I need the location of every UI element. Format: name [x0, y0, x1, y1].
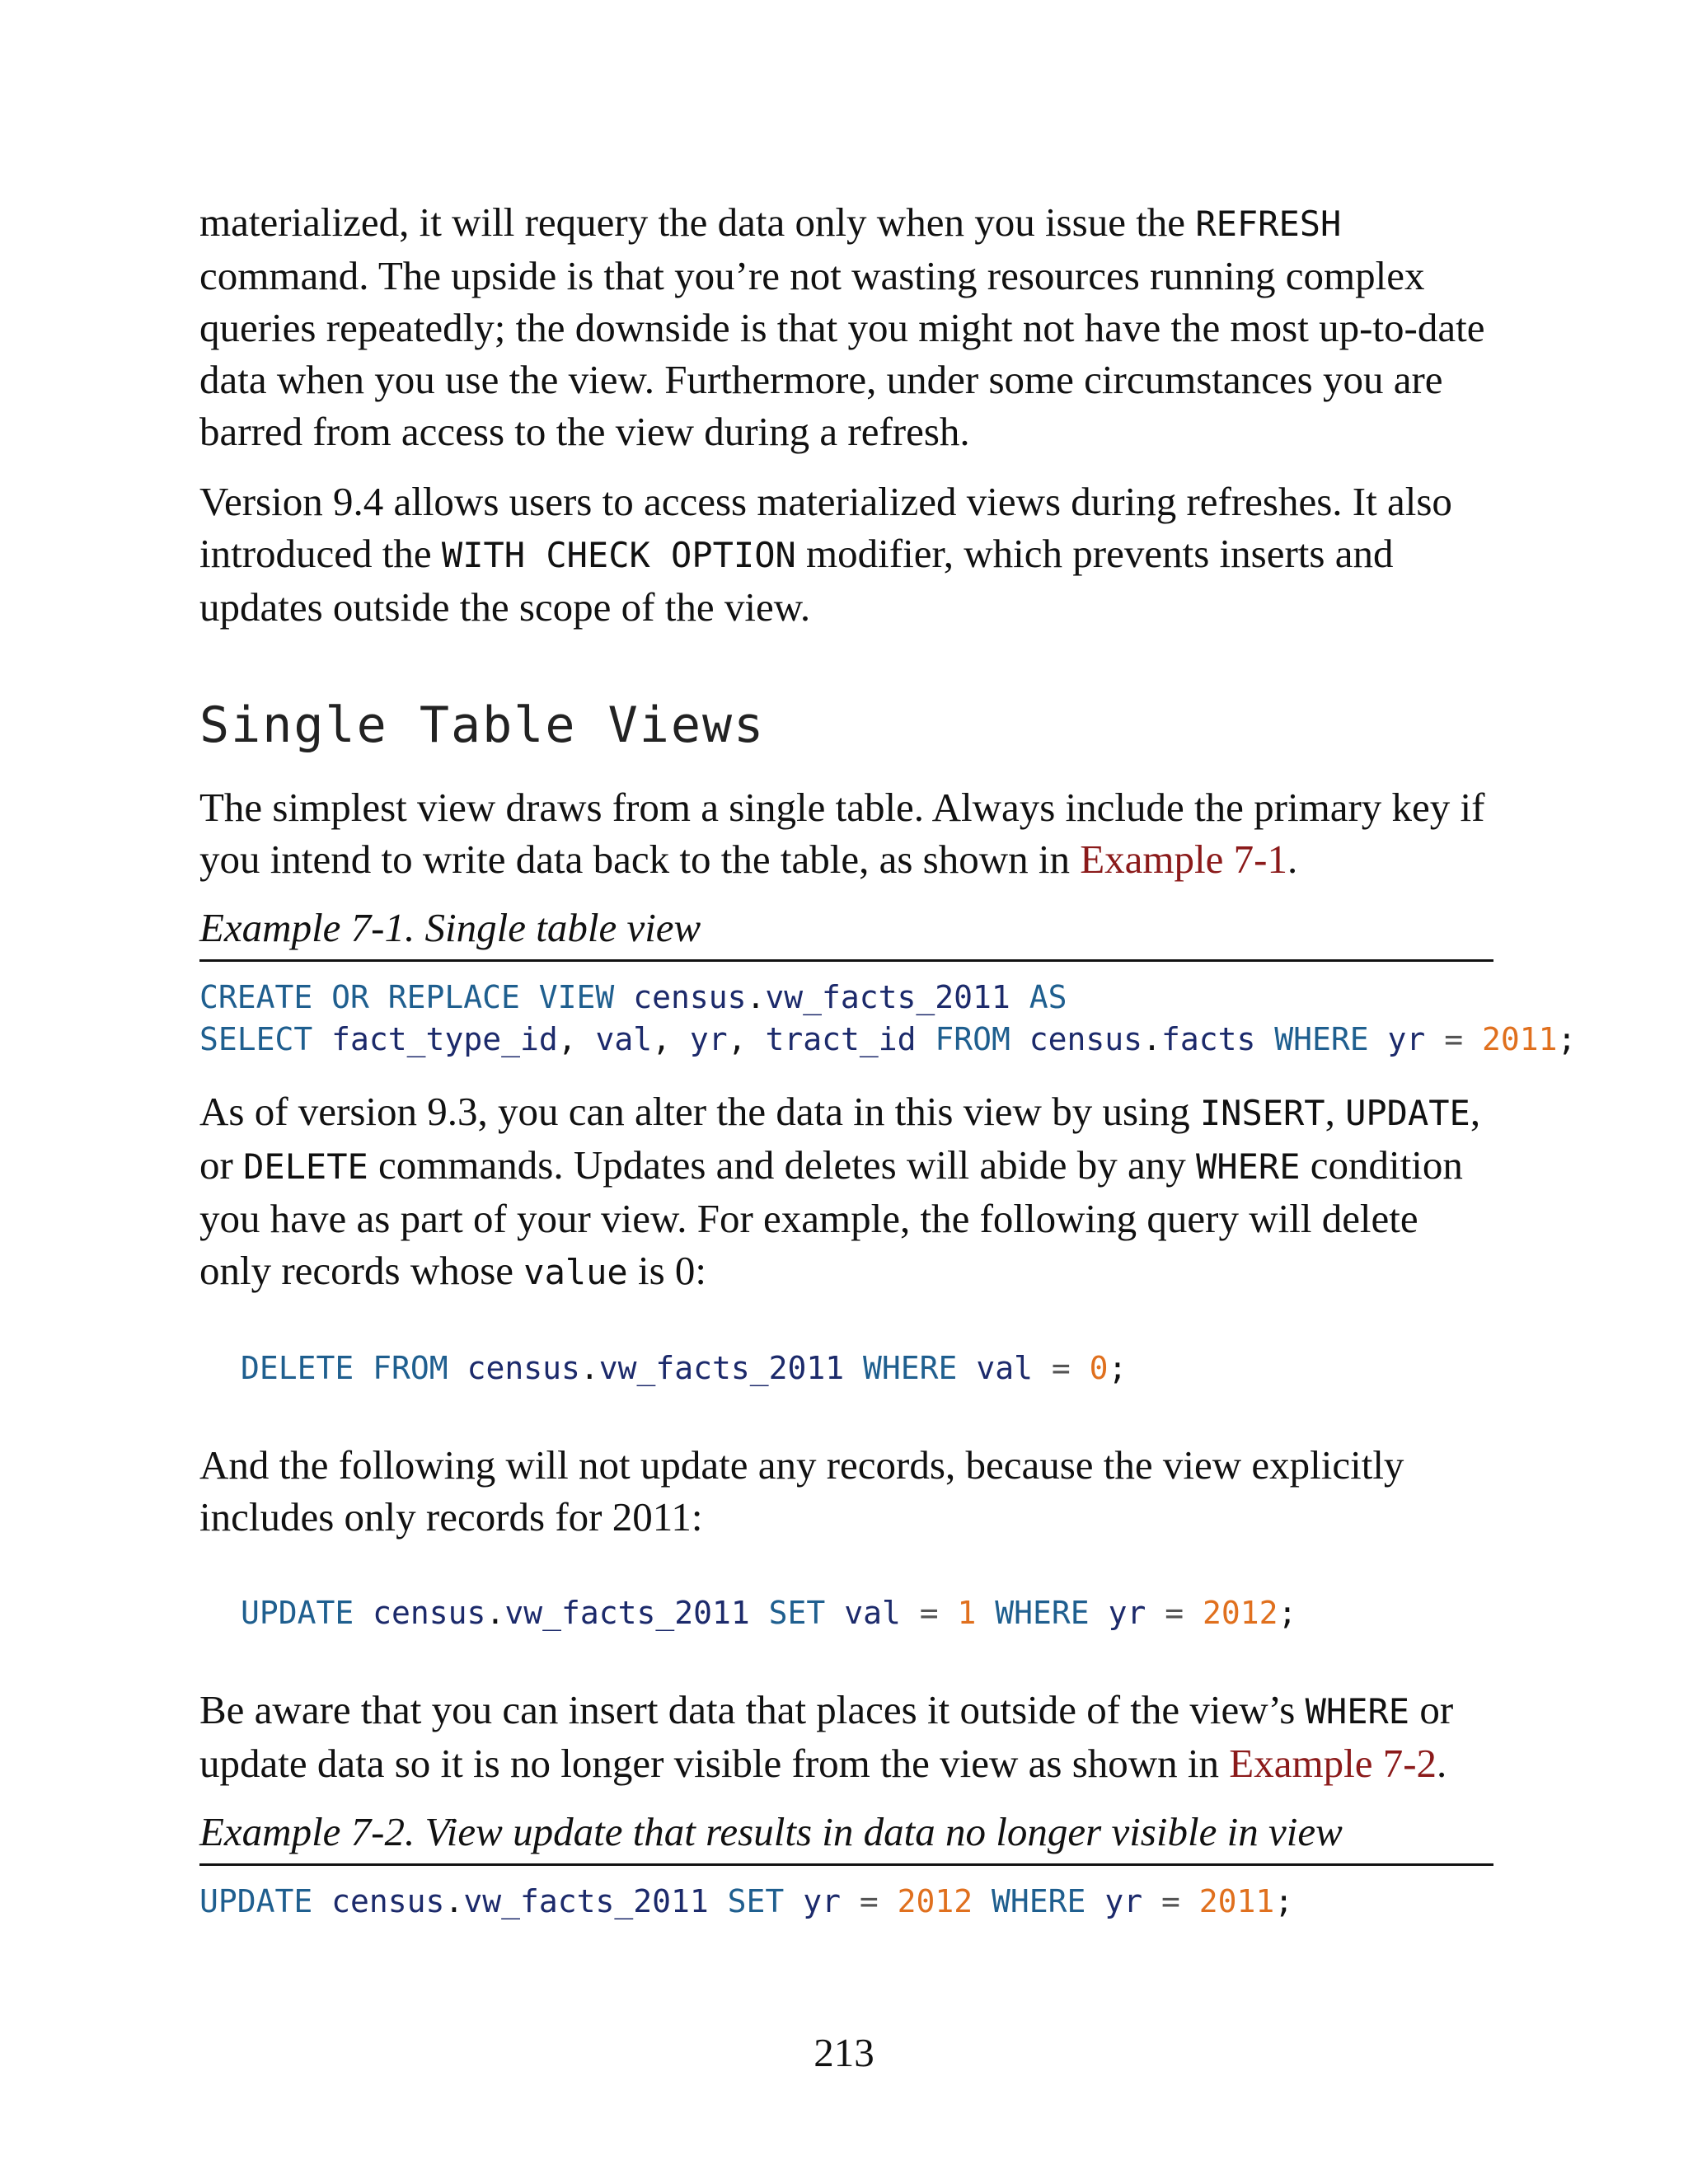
code-keyword: UPDATE [241, 1595, 354, 1631]
code-punct: , [727, 1021, 747, 1057]
text: materialized, it will requery the data only when you issue the [199, 199, 1196, 245]
inline-code-update: UPDATE [1345, 1093, 1470, 1133]
code-punct: . [579, 1350, 599, 1386]
link-example-7-2[interactable]: Example 7-2 [1229, 1741, 1437, 1786]
page-content [199, 196, 1577, 1947]
code-identifier: census [467, 1350, 580, 1386]
code-punct: . [485, 1595, 505, 1631]
code-punct: . [746, 979, 766, 1015]
text: , or [199, 1089, 1481, 1188]
code-number: 0 [1089, 1350, 1109, 1386]
code-identifier: facts [1160, 1021, 1256, 1057]
inline-code-insert: INSERT [1199, 1093, 1325, 1133]
code-keyword: WHERE [1274, 1021, 1369, 1057]
code-number: 2011 [1198, 1883, 1275, 1919]
code-punct: ; [1278, 1595, 1297, 1631]
inline-code-value: value [523, 1252, 628, 1292]
inline-code-where: WHERE [1196, 1146, 1301, 1187]
inline-code-with-check-option: WITH CHECK OPTION [441, 535, 796, 575]
code-punct: . [1142, 1021, 1161, 1057]
text: modifier, which prevents inserts and updates outside the scope of the view. [199, 531, 1394, 630]
code-punct: , [557, 1021, 577, 1057]
example-7-1-code [199, 977, 1577, 1061]
code-operator: = [1051, 1350, 1071, 1386]
inline-code-delete: DELETE [243, 1146, 368, 1187]
code-keyword: CREATE OR REPLACE VIEW [199, 979, 615, 1015]
code-keyword: SET [727, 1883, 785, 1919]
code-operator: = [919, 1595, 939, 1631]
paragraph-be-aware [199, 1684, 1493, 1789]
code-identifier: val [844, 1595, 901, 1631]
code-punct: ; [1557, 1021, 1577, 1057]
code-keyword: SET [768, 1595, 826, 1631]
text: Be aware that you can insert data that places it outside of the view’s [199, 1687, 1306, 1732]
code-punct: ; [1274, 1883, 1294, 1919]
section-title: Single Table Views [199, 696, 766, 754]
code-identifier: yr [689, 1021, 728, 1057]
code-operator: = [1160, 1883, 1180, 1919]
code-keyword: WHERE [992, 1883, 1086, 1919]
code-operator: = [859, 1883, 879, 1919]
delete-snippet-code [199, 1347, 1493, 1390]
code-keyword: FROM [935, 1021, 1010, 1057]
link-example-7-1[interactable]: Example 7-1 [1080, 837, 1287, 882]
code-identifier: census [331, 1883, 445, 1919]
example-7-2-code [199, 1881, 1493, 1923]
code-keyword: UPDATE [199, 1883, 313, 1919]
paragraph-no-update [199, 1439, 1493, 1543]
code-identifier: tract_id [765, 1021, 917, 1057]
code-identifier: census [373, 1595, 486, 1631]
code-identifier: census [1029, 1021, 1143, 1057]
code-punct: , [652, 1021, 672, 1057]
text: condition you have as part of your view. For example, the following query will delete only records whose [199, 1142, 1463, 1293]
text: Version 9.4 allows users to access materialized views during refreshes. It also introduced the [199, 479, 1452, 576]
code-identifier: vw_facts_2011 [765, 979, 1010, 1015]
code-operator: = [1165, 1595, 1184, 1631]
code-keyword: DELETE FROM [241, 1350, 448, 1386]
code-number: 2012 [1203, 1595, 1278, 1631]
text: And the following will not update any records, because the view explicitly includes only records for 2011: [199, 1442, 1404, 1540]
code-operator: = [1444, 1021, 1464, 1057]
code-keyword: SELECT [199, 1021, 313, 1057]
code-identifier: yr [1104, 1883, 1143, 1919]
text: . [1287, 837, 1298, 882]
paragraph-version-93 [199, 1085, 1493, 1298]
code-identifier: val [976, 1350, 1033, 1386]
update-snippet-code [199, 1592, 1493, 1634]
paragraph-refresh [199, 196, 1493, 457]
example-7-2-caption: Example 7-2. View update that results in data no longer visible in view [199, 1807, 1493, 1866]
text: As of version 9.3, you can alter the data in this view by using [199, 1089, 1200, 1134]
text: or update data so it is no longer visible from the view as shown in [199, 1687, 1454, 1786]
code-keyword: AS [1029, 979, 1067, 1015]
code-identifier: vw_facts_2011 [463, 1883, 709, 1919]
code-identifier: fact_type_id [331, 1021, 558, 1057]
code-number: 2011 [1481, 1021, 1558, 1057]
text: The simplest view draws from a single table. Always include the primary key if you intend to write data back to the table, as shown in [199, 785, 1485, 882]
code-number: 2012 [897, 1883, 973, 1919]
text: is 0: [627, 1248, 707, 1293]
text: command. The upside is that you’re not wasting resources running complex queries repeatedly; the downside is that you might not have the most up-to-date data when you use the view. Furthermore, under some circumstances you are barred from access to the view during a refresh. [199, 253, 1485, 454]
code-identifier: census [633, 979, 747, 1015]
code-identifier: vw_facts_2011 [504, 1595, 750, 1631]
example-7-1-caption: Example 7-1. Single table view [199, 903, 1493, 962]
text: commands. Updates and deletes will abide by any [368, 1142, 1197, 1188]
code-identifier: yr [1108, 1595, 1146, 1631]
code-punct: . [444, 1883, 464, 1919]
code-identifier: yr [803, 1883, 841, 1919]
paragraph-version-94 [199, 476, 1493, 633]
code-keyword: WHERE [995, 1595, 1090, 1631]
text: , [1325, 1089, 1346, 1134]
code-identifier: yr [1387, 1021, 1426, 1057]
text: . [1437, 1741, 1447, 1786]
paragraph-simplest-view [199, 781, 1493, 885]
code-number: 1 [957, 1595, 977, 1631]
code-identifier: vw_facts_2011 [598, 1350, 845, 1386]
inline-code-where: WHERE [1305, 1691, 1410, 1732]
page-number: 213 [814, 2030, 874, 2075]
code-identifier: val [595, 1021, 653, 1057]
inline-code-refresh: REFRESH [1195, 204, 1342, 244]
code-keyword: WHERE [863, 1350, 958, 1386]
code-punct: ; [1108, 1350, 1128, 1386]
